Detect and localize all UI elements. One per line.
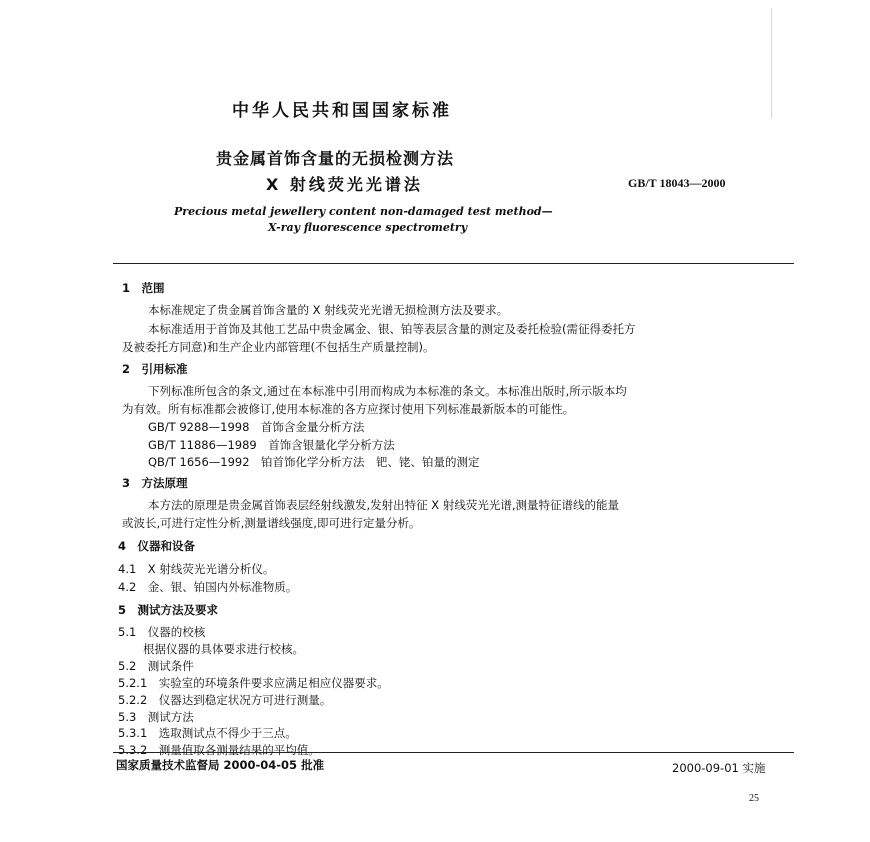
- section-5-3: 5.3 测试方法: [118, 710, 194, 724]
- page-number: 25: [749, 793, 759, 804]
- section-5-3-2: 5.3.2 测量值取各测量结果的平均值。: [118, 743, 320, 757]
- implementation-date: 2000-09-01 实施: [672, 761, 766, 775]
- section-1-heading: 1 范围: [122, 281, 165, 295]
- section-5-1-text: 根据仪器的具体要求进行校核。: [143, 642, 304, 656]
- section-4-heading: 4 仪器和设备: [118, 539, 196, 553]
- bottom-divider: [113, 752, 794, 753]
- section-4-item-2: 4.2 金、银、铂国内外标准物质。: [118, 580, 298, 594]
- section-3-paragraph-a: 本方法的原理是贵金属首饰表层经射线激发,发射出特征 X 射线荧光光谱,测量特征谱线的能量: [148, 498, 619, 512]
- section-4-item-1: 4.1 X 射线荧光光谱分析仪。: [118, 562, 275, 576]
- section-3-heading: 3 方法原理: [122, 476, 188, 490]
- section-2-heading: 2 引用标准: [122, 362, 188, 376]
- section-2-paragraph-b: 为有效。所有标准都会被修订,使用本标准的各方应探讨使用下列标准最新版本的可能性。: [122, 402, 575, 416]
- section-2-reference-3: QB/T 1656—1992 铂首饰化学分析方法 钯、铑、铂量的测定: [148, 455, 480, 469]
- top-divider: [113, 263, 794, 264]
- national-standard-heading: 中华人民共和国国家标准: [232, 101, 452, 121]
- section-1-paragraph-1: 本标准规定了贵金属首饰含量的 X 射线荧光光谱无损检测方法及要求。: [148, 303, 509, 317]
- section-2-reference-1: GB/T 9288—1998 首饰含金量分析方法: [148, 420, 365, 434]
- section-5-2-1: 5.2.1 实验室的环境条件要求应满足相应仪器要求。: [118, 676, 389, 690]
- scan-artifact-line: [771, 8, 772, 118]
- section-5-2-2: 5.2.2 仪器达到稳定状况方可进行测量。: [118, 693, 332, 707]
- standard-code: GB/T 18043—2000: [628, 176, 726, 190]
- english-title-line1: Precious metal jewellery content non-damaged test method—: [174, 205, 553, 218]
- chinese-title-line1: 贵金属首饰含量的无损检测方法: [216, 149, 455, 168]
- section-5-1: 5.1 仪器的校核: [118, 625, 206, 639]
- chinese-title-line2: X 射线荧光光谱法: [266, 175, 423, 194]
- section-3-paragraph-b: 或波长,可进行定性分析,测量谱线强度,即可进行定量分析。: [122, 516, 421, 530]
- section-1-paragraph-2a: 本标准适用于首饰及其他工艺品中贵金属金、银、铂等表层含量的测定及委托检验(需征得委托方: [148, 322, 636, 336]
- section-2-paragraph-a: 下列标准所包含的条文,通过在本标准中引用而构成为本标准的条文。本标准出版时,所示版本均: [148, 384, 627, 398]
- section-5-2: 5.2 测试条件: [118, 659, 194, 673]
- section-5-3-1: 5.3.1 选取测试点不得少于三点。: [118, 726, 297, 740]
- approval-note: 国家质量技术监督局 2000-04-05 批准: [116, 758, 325, 772]
- section-5-heading: 5 测试方法及要求: [118, 603, 219, 617]
- section-2-reference-2: GB/T 11886—1989 首饰含银量化学分析方法: [148, 438, 395, 452]
- english-title-line2: X-ray fluorescence spectrometry: [268, 221, 468, 234]
- section-1-paragraph-2b: 及被委托方同意)和生产企业内部管理(不包括生产质量控制)。: [122, 340, 435, 354]
